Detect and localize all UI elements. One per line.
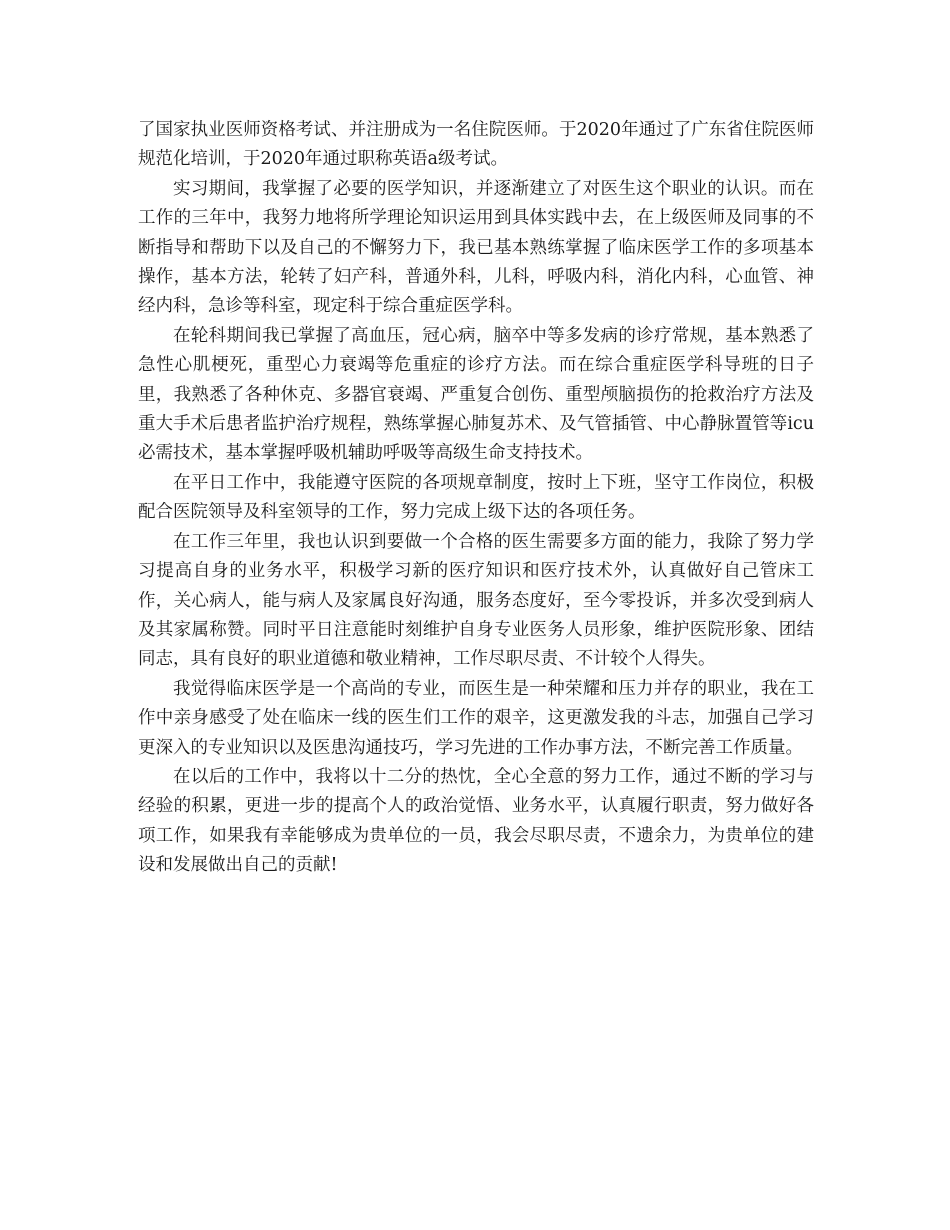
paragraph-daily-work: 在平日工作中，我能遵守医院的各项规章制度，按时上下班，坚守工作岗位，积极配合医院领导及科室领导的工作，努力完成上级下达的各项任务。 bbox=[138, 472, 814, 523]
paragraph-continued: 了国家执业医师资格考试、并注册成为一名住院医师。于2020年通过了广东省住院医师规范化培训，于2020年通过职称英语a级考试。 bbox=[138, 120, 814, 170]
document-body bbox=[138, 116, 814, 881]
paragraph-internship: 实习期间，我掌握了必要的医学知识，并逐渐建立了对医生这个职业的认识。而在工作的三年中，我努力地将所学理论知识运用到具体实践中去，在上级医师及同事的不断指导和帮助下以及自己的不懈努力下，我已基本熟练掌握了临床医学工作的多项基本操作，基本方法，轮转了妇产科，普通外科，儿科，呼吸内科，消化内科，心血管、神经内科，急诊等科室，现定科于综合重症医学科。 bbox=[138, 178, 814, 317]
paragraph-abilities: 在工作三年里，我也认识到要做一个合格的医生需要多方面的能力，我除了努力学习提高自身的业务水平，积极学习新的医疗知识和医疗技术外，认真做好自己管床工作，关心病人，能与病人及家属良好沟通，服务态度好，至今零投诉，并多次受到病人及其家属称赞。同时平日注意能时刻维护自身专业医务人员形象，维护医院形象、团结同志，具有良好的职业道德和敬业精神，工作尽职尽责、不计较个人得失。 bbox=[138, 531, 814, 670]
paragraph-future: 在以后的工作中，我将以十二分的热忱，全心全意的努力工作，通过不断的学习与经验的积累，更进一步的提高个人的政治觉悟、业务水平，认真履行职责，努力做好各项工作，如果我有幸能够成为贵单位的一员，我会尽职尽责，不遗余力，为贵单位的建设和发展做出自己的贡献! bbox=[138, 766, 814, 876]
paragraph-rotation: 在轮科期间我已掌握了高血压，冠心病，脑卒中等多发病的诊疗常规，基本熟悉了急性心肌梗死，重型心力衰竭等危重症的诊疗方法。而在综合重症医学科导班的日子里，我熟悉了各种休克、多器官衰竭、严重复合创伤、重型颅脑损伤的抢救治疗方法及重大手术后患者监护治疗规程，熟练掌握心肺复苏术、及气管插管、中心静脉置管等icu必需技术，基本掌握呼吸机辅助呼吸等高级生命支持技术。 bbox=[138, 325, 814, 464]
paragraph-reflection: 我觉得临床医学是一个高尚的专业，而医生是一种荣耀和压力并存的职业，我在工作中亲身感受了处在临床一线的医生们工作的艰辛，这更激发我的斗志，加强自己学习更深入的专业知识以及医患沟通技巧，学习先进的工作办事方法，不断完善工作质量。 bbox=[138, 678, 814, 758]
